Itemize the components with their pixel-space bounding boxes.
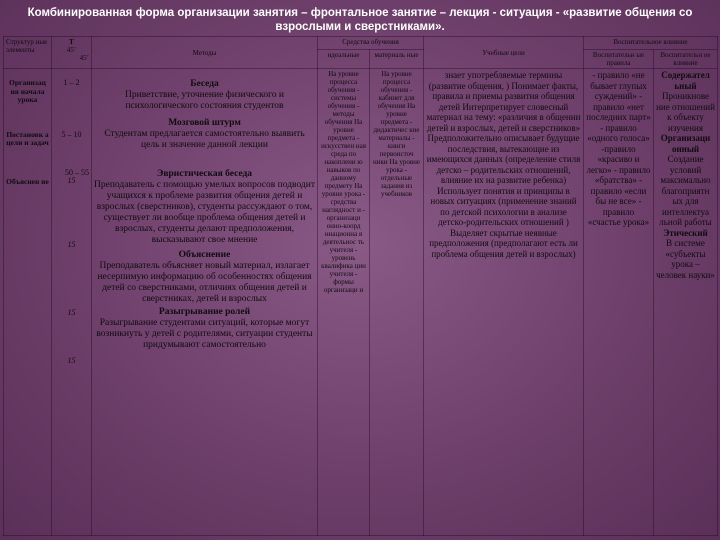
method-title: Мозговой штурм: [168, 118, 241, 128]
method-title: Разыгрывание ролей: [158, 307, 251, 317]
stage-name: Организац ия начала урока: [9, 78, 46, 104]
methods-cell: [92, 69, 318, 536]
influence-text: В системе «субъекты урока – человек науки»: [656, 238, 715, 280]
method-block: [94, 169, 315, 246]
method-block: [94, 307, 315, 351]
influence-title: Этический: [663, 227, 708, 238]
stage-name: Постановк а цели и задач: [6, 129, 49, 147]
influence-title: Организаци онный: [660, 133, 711, 154]
lesson-table: [3, 36, 718, 536]
method-text: Разыгрывание студентами ситуаций, которые могут возникнуть у детей с родителями, ситуации студенты придумывают самостоятельно: [96, 318, 313, 350]
stage-time: 1 – 2: [63, 78, 80, 87]
method-title: Эвристическая беседа: [156, 169, 253, 179]
body-row: [4, 69, 718, 536]
method-block: [94, 79, 315, 112]
method-title: Объяснение: [178, 250, 231, 260]
stage-time-italic: 15: [67, 240, 76, 249]
stage-time-italic: 15: [67, 308, 76, 317]
header-time-total-2: 45’: [79, 54, 89, 62]
header-goals: Учебные цели: [424, 37, 584, 69]
stage-time: 5 – 10: [61, 130, 82, 139]
stage-time: 50 – 55: [65, 168, 89, 177]
method-title: Беседа: [190, 79, 219, 89]
influence-cell: [654, 69, 718, 536]
method-text: Преподаватель объясняет новый материал, излагает несерпимую информацию об особенностях общения детей со сверстниками, отличиях общения детей и сверстниках, детей и взрослых: [97, 261, 312, 304]
header-rules: Воспитательн ые правила: [584, 50, 654, 69]
method-text: Студентам предлагается самостоятельно выявить цель и значение данной лекции: [104, 129, 305, 150]
header-influence: Воспитательн ое влияние: [654, 50, 718, 69]
header-structure: Структур ные элементы: [4, 37, 52, 69]
times-cell: [52, 69, 92, 536]
stage-time-italic: 15: [67, 356, 76, 365]
influence-text: Проникнове ние отношений к объекту изучения: [656, 91, 715, 133]
material-means-cell: На уровне процесса обучения - кабинет для обучения На уровне предмета - дидактичес кие материалы - книги первоисточ ники На уровне урока - отдельные задания из учебников: [370, 69, 424, 536]
stage-time-italic: 15: [67, 176, 76, 185]
goals-cell: знает употребляемые термины (развитие общения, ) Понимает факты, правила и приемы развития общения детей Интерпретирует словесный материал на тему: «различия в общении детей и взрослых, детей и сверстников» Предположительно описывает будущие последствия, вытекающие из имеющихся данных (определение стиля детско – родительских отношений, влияние их на развитие ребенка) Использует понятия и принципы в новых ситуациях (применение знаний по детской психологии в анализе детско-родительских отношений ) Выделяет скрытые неявные предположения (предполагают есть ли проблема общения детей и взрослых): [424, 69, 584, 536]
method-block: [94, 118, 315, 151]
header-material: материаль ные: [370, 50, 424, 69]
method-text: Приветствие, уточнение физического и психологического состояния студентов: [125, 90, 284, 111]
page-title: Комбинированная форма организации занятия – фронтальное занятие – лекция - ситуация - «развитие общения со взрослыми и сверстниками».: [27, 7, 693, 33]
header-methods: Методы: [92, 37, 318, 69]
header-time-total: 45’: [66, 46, 77, 54]
influence-text: Создание условий максимально благоприятн ых для интеллектуа льной работы: [659, 154, 712, 227]
method-block: [94, 250, 315, 305]
header-ideal: идеальные: [318, 50, 370, 69]
header-upbringing: Воспитательное влияние: [584, 37, 718, 50]
header-time-label: Т: [69, 38, 74, 46]
header-row-1: [4, 37, 718, 50]
stages-cell: [4, 69, 52, 536]
stage-name: Объяснен ие: [6, 176, 49, 186]
method-text: Преподаватель с помощью умелых вопросов подводит учащихся к проблеме развития общения детей и взрослых (сверстников), студенты рассуждают о том, существует ли вообще проблема общения детей и взрослых, студенты делают предположения, высказывают свое мнение: [94, 180, 315, 245]
header-means: Средства обучения: [318, 37, 424, 50]
header-time: [52, 37, 92, 69]
influence-title: Содержател ьный: [661, 70, 710, 91]
rules-cell: - правило «не бывает глупых суждений» - правило «нет последних парт» - правило «одного голоса» -правило «красиво и легко» - правило «братства» - правило «если бы не все» - правило «счастье урока»: [584, 69, 654, 536]
ideal-means-cell: На уровне процесса обучения - системы обучения - методы обучения На уровне предмета - искусствен ная среда по накоплени ю навыков по данному предмету На уровне урока - средства наглядност и - организаци онно-коорд инационна я деятельнос ть учителя - уровень квалифика ции учителя - формы организаци и: [318, 69, 370, 536]
